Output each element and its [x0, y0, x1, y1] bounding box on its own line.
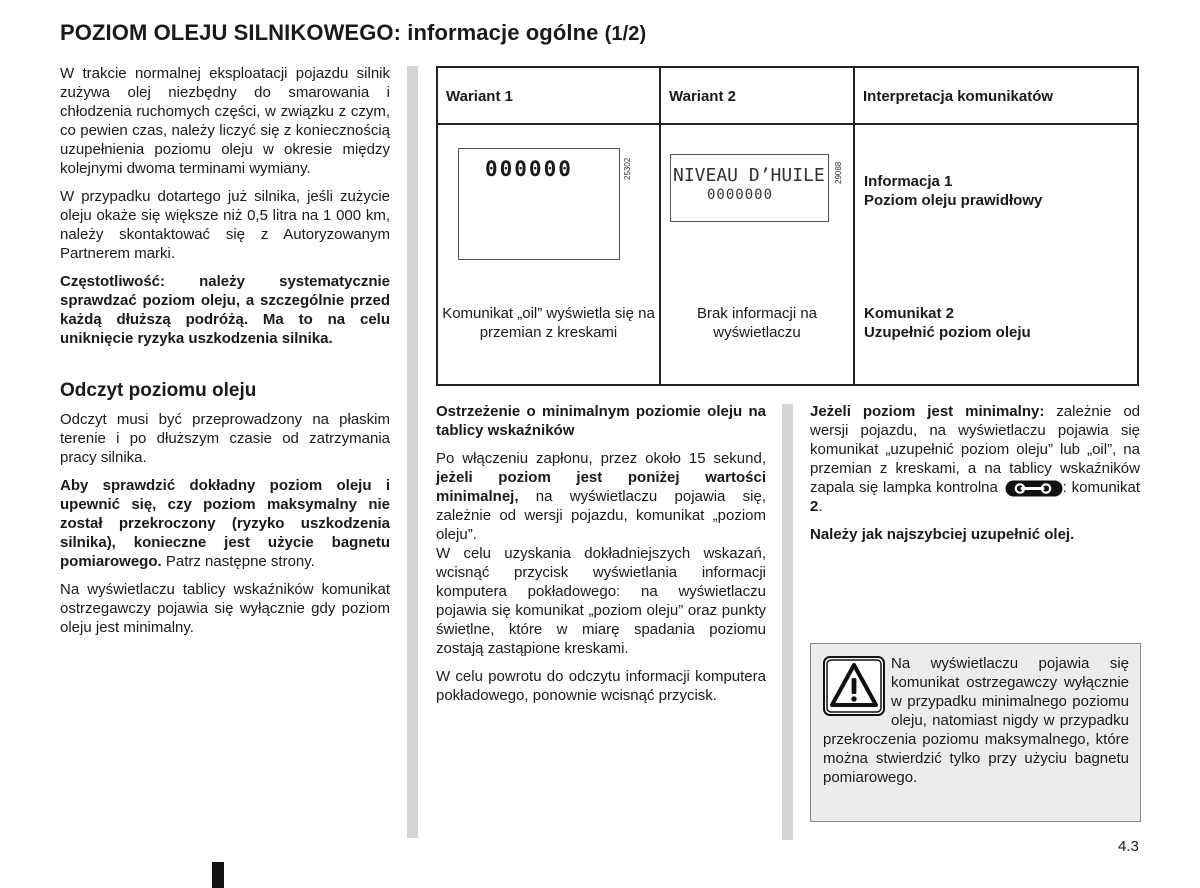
message-number: 2	[810, 498, 819, 515]
page-edge-marker	[212, 862, 224, 888]
interpretation-info2	[864, 304, 1031, 342]
minimum-rest-text: : komunikat	[1062, 479, 1141, 496]
reading-paragraph: Odczyt musi być przeprowadzony na płaskim terenie i po dłuższym czasie od zatrzymania pracy silnika.	[60, 411, 390, 466]
interpretation-info1	[864, 172, 1042, 210]
info2-title: Komunikat 2	[864, 305, 955, 322]
ignition-text: Po włączeniu zapłonu, przez około 15 sekund,	[436, 450, 766, 467]
display-variant2	[670, 154, 829, 222]
dipstick-bold-text: Aby sprawdzić dokładny poziom oleju i upewnić się, czy poziom maksymalny nie został przekroczony (ryzyko uszkodzenia silnika), konieczne jest użycie bagnetu pomiarowego.	[60, 477, 390, 570]
minimum-text: zależnie od wersji pojazdu, na wyświetlaczu pojawia się komunikat „uzupełnić poziom oleju” lub „oil”, na przemian z kreskami, a na tablicy wskaźników zapala się lampka kontrolna	[810, 403, 1141, 496]
warning-text-container	[823, 654, 1129, 787]
dipstick-rest-text: Patrz następne strony.	[161, 553, 315, 570]
display-paragraph: Na wyświetlaczu tablicy wskaźników komunikat ostrzegawczy pojawia się wyłącznie gdy poziom oleju jest minimalny.	[60, 581, 390, 636]
wrench-icon	[1005, 480, 1063, 497]
caption-variant2: Brak informacji na wyświetlaczu	[696, 305, 818, 341]
frequency-paragraph: Częstotliwość: należy systematycznie sprawdzać poziom oleju, a szczególnie przed każdą dłuższą podróżą. Ma to na celu uniknięcie ryzyka uszkodzenia silnika.	[60, 273, 390, 347]
table-header-variant2: Wariant 2	[661, 68, 853, 125]
consumption-paragraph: W przypadku dotartego już silnika, jeśli zużycie oleju okaże się większe niż 0,5 litra na 1 000 km, należy skontaktować się z Autoryzowanym Partnerem marki.	[60, 188, 390, 262]
info2-text: Uzupełnić poziom oleju	[864, 324, 1031, 341]
caption-variant1: Komunikat „oil” wyświetla się na przemian z kreskami	[442, 305, 655, 341]
display-message: NIVEAU D’HUILE	[673, 165, 825, 186]
dipstick-paragraph	[60, 476, 390, 571]
display-dots: 0000000	[707, 187, 774, 203]
minimum-paragraph	[810, 402, 1140, 516]
info1-text: Poziom oleju prawidłowy	[864, 192, 1043, 209]
column-divider-bar	[782, 404, 793, 840]
warning-box	[810, 643, 1141, 822]
table-header-variant1: Wariant 1	[438, 68, 659, 125]
section-heading: Odczyt poziomu oleju	[60, 380, 257, 401]
right-column	[810, 402, 1140, 544]
minimum-end-text: .	[818, 498, 823, 515]
display-digits: 000000	[485, 157, 573, 181]
icon-spacer	[823, 654, 891, 716]
ignition-bold-text: jeżeli poziom jest poniżej wartości minimalnej,	[436, 469, 766, 505]
display-variant1	[458, 148, 620, 260]
warning-text: Na wyświetlaczu pojawia się komunikat ostrzegawczy wyłącznie w przypadku minimalnego poziomu oleju, natomiast nigdy w przypadku przekroczenia poziomu maksymalnego, które można stwierdzić tylko przy użyciu bagnetu pomiarowego.	[823, 655, 1129, 786]
column-divider-bar	[407, 66, 418, 838]
page-number: 4.3	[1118, 838, 1139, 855]
page-title-suffix: (1/2)	[604, 23, 647, 45]
page-title	[60, 20, 646, 46]
button-paragraph: W celu uzyskania dokładniejszych wskazań, wcisnąć przycisk wyświetlania informacji komputera pokładowego: na wyświetlaczu pojawia się komunikat „poziom oleju” oraz punkty świetlne, które w miarę spadania poziomu zostają zastąpione kreskami.	[436, 545, 766, 657]
refill-paragraph: Należy jak najszybciej uzupełnić olej.	[810, 526, 1075, 543]
info1-title: Informacja 1	[864, 173, 953, 190]
page-title-main: POZIOM OLEJU SILNIKOWEGO: informacje ogólne	[60, 20, 599, 45]
figure-code: 29088	[834, 161, 843, 184]
return-paragraph: W celu powrotu do odczytu informacji komputera pokładowego, ponownie wcisnąć przycisk.	[436, 668, 766, 704]
left-column	[60, 64, 390, 637]
ignition-paragraph	[436, 449, 766, 544]
variants-table	[436, 66, 1139, 386]
intro-paragraph: W trakcie normalnej eksploatacji pojazdu silnik zużywa olej niezbędny do smarowania i chłodzenia ruchomych części, w związku z czym, co pewien czas, należy liczyć się z koniecznością uzupełnienia poziomu oleju w okresie między kolejnymi dwoma terminami wymiany.	[60, 65, 390, 177]
table-header-interpretation: Interpretacja komunikatów	[855, 68, 1139, 125]
middle-column	[436, 402, 766, 705]
minimum-bold-text: Jeżeli poziom jest minimalny:	[810, 403, 1045, 420]
warning-heading: Ostrzeżenie o minimalnym poziomie oleju na tablicy wskaźników	[436, 403, 766, 439]
figure-code: 25302	[623, 157, 632, 180]
ignition-rest-text: na wyświetlaczu pojawia się, zależnie od wersji pojazdu, komunikat „poziom oleju”.	[436, 488, 766, 543]
